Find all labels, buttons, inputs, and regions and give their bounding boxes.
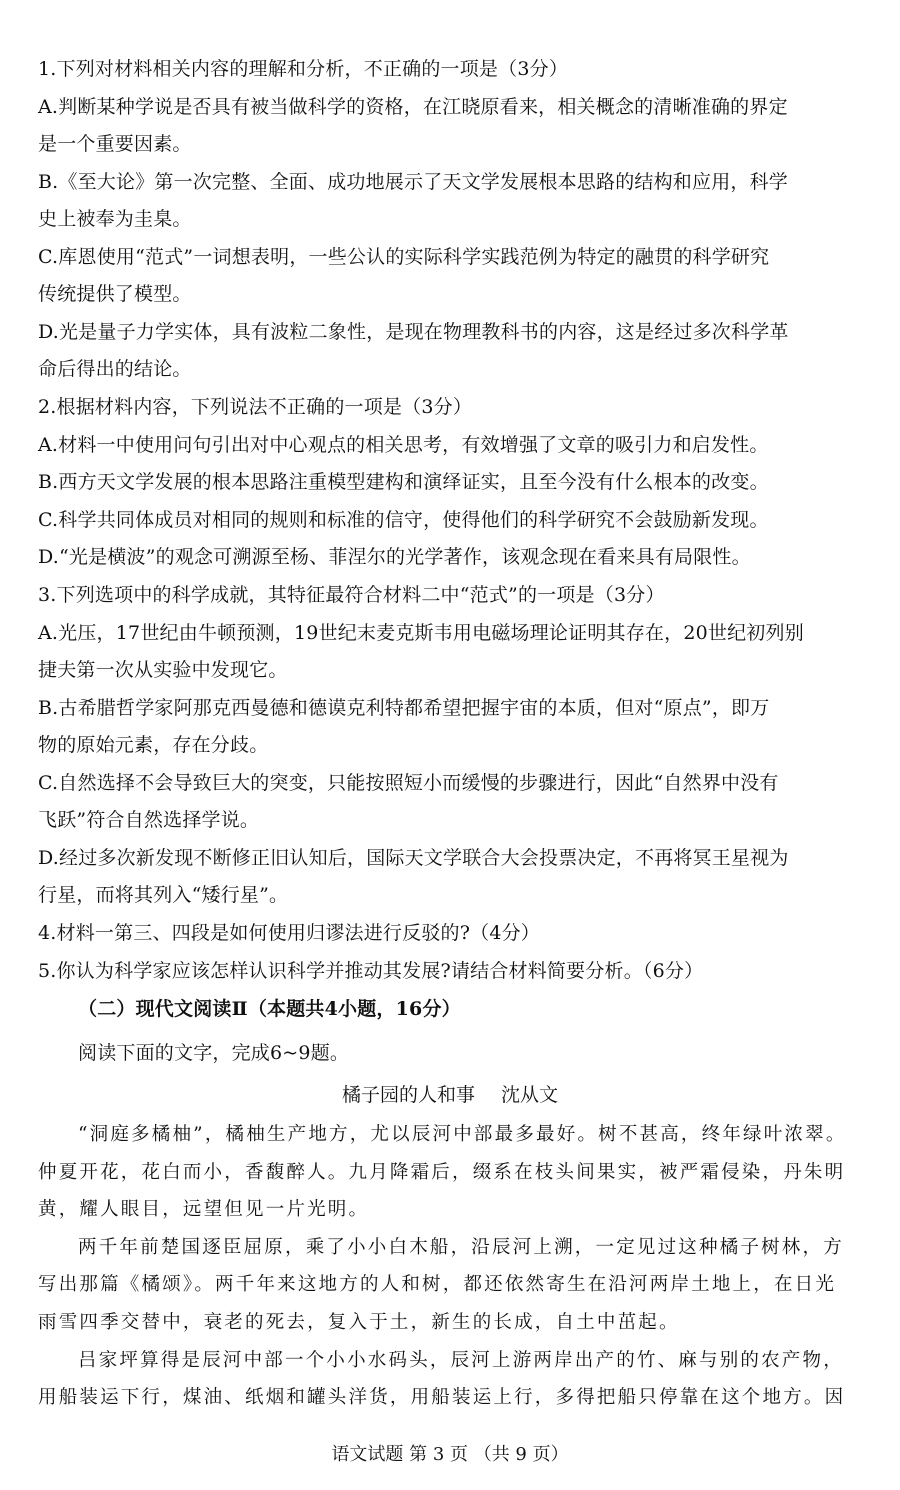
article-paragraph-3: 吕家坪算得是辰河中部一个小小水码头，辰河上游两岸出产的竹、麻与别的农产物， xyxy=(78,1350,844,1371)
question-3-option-c-cont: 飞跃”符合自然选择学说。 xyxy=(38,809,260,831)
question-1-stem: 1.下列对材料相关内容的理解和分析，不正确的一项是（3分） xyxy=(38,58,569,80)
question-2-option-b: B.西方天文学发展的根本思路注重模型建构和演绎证实，且至今没有什么根本的改变。 xyxy=(38,471,769,493)
article-title-line xyxy=(0,1082,900,1108)
question-1-option-a-cont: 是一个重要因素。 xyxy=(38,133,192,155)
article-author: 沈从文 xyxy=(501,1084,559,1106)
question-2-option-a: A.材料一中使用问句引出对中心观点的相关思考，有效增强了文章的吸引力和启发性。 xyxy=(38,434,769,456)
article-paragraph-2-cont-2: 雨雪四季交替中，衰老的死去，复入于土，新生的长成，自土中茁起。 xyxy=(38,1312,680,1333)
page-footer: 语文试题 第 3 页 （共 9 页） xyxy=(331,1444,569,1465)
question-3-option-a-cont: 捷夫第一次从实验中发现它。 xyxy=(38,659,288,681)
question-3-option-b: B.古希腊哲学家阿那克西曼德和德谟克利特都希望把握宇宙的本质，但对“原点”，即万 xyxy=(38,697,770,719)
question-1-option-a: A.判断某种学说是否具有被当做科学的资格，在江晓原看来，相关概念的清晰准确的界定 xyxy=(38,96,788,118)
question-2-option-c: C.科学共同体成员对相同的规则和标准的信守，使得他们的科学研究不会鼓励新发现。 xyxy=(38,509,769,531)
article-paragraph-3-cont: 用船装运下行，煤油、纸烟和罐头洋货，用船装运上行，多得把船只停靠在这个地方。因 xyxy=(38,1387,846,1408)
article-paragraph-2: 两千年前楚国逐臣屈原，乘了小小白木船，沿辰河上溯，一定见过这种橘子树林，方 xyxy=(78,1237,844,1258)
article-paragraph-1-cont-2: 黄，耀人眼目，远望但见一片光明。 xyxy=(38,1199,370,1220)
question-1-option-d-cont: 命后得出的结论。 xyxy=(38,358,192,380)
question-1-option-b-cont: 史上被奉为圭臬。 xyxy=(38,208,192,230)
article-paragraph-2-cont: 写出那篇《橘颂》。两千年来这地方的人和树，都还依然寄生在沿河两岸土地上，在日光 xyxy=(38,1274,837,1295)
question-5: 5.你认为科学家应该怎样认识科学并推动其发展?请结合材料简要分析。（6分） xyxy=(38,960,704,982)
question-4: 4.材料一第三、四段是如何使用归谬法进行反驳的?（4分） xyxy=(38,922,541,944)
section-heading: （二）现代文阅读Ⅱ（本题共4小题，16分） xyxy=(78,998,461,1020)
question-3-option-a: A.光压，17世纪由牛顿预测，19世纪末麦克斯韦用电磁场理论证明其存在，20世纪初列别 xyxy=(38,622,804,644)
question-1-option-c-cont: 传统提供了模型。 xyxy=(38,283,192,305)
question-3-option-d-cont: 行星，而将其列入“矮行星”。 xyxy=(38,884,289,906)
question-2-stem: 2.根据材料内容，下列说法不正确的一项是（3分） xyxy=(38,396,473,418)
article-title: 橘子园的人和事 xyxy=(341,1084,475,1106)
article-paragraph-1: “洞庭多橘柚”，橘柚生产地方，尤以辰河中部最多最好。树不甚高，终年绿叶浓翠。 xyxy=(78,1124,847,1145)
question-3-option-d: D.经过多次新发现不断修正旧认知后，国际天文学联合大会投票决定，不再将冥王星视为 xyxy=(38,847,789,869)
question-1-option-b: B.《至大论》第一次完整、全面、成功地展示了天文学发展根本思路的结构和应用，科学 xyxy=(38,171,789,193)
article-paragraph-1-cont: 仲夏开花，花白而小，香馥醉人。九月降霜后，缀系在枝头间果实，被严霜侵染，丹朱明 xyxy=(38,1162,846,1183)
section-instruction: 阅读下面的文字，完成6~9题。 xyxy=(78,1042,350,1064)
question-1-option-c: C.库恩使用“范式”一词想表明，一些公认的实际科学实践范例为特定的融贯的科学研究 xyxy=(38,246,770,268)
question-3-option-b-cont: 物的原始元素，存在分歧。 xyxy=(38,734,269,756)
question-3-stem: 3.下列选项中的科学成就，其特征最符合材料二中“范式”的一项是（3分） xyxy=(38,584,665,606)
question-3-option-c: C.自然选择不会导致巨大的突变，只能按照短小而缓慢的步骤进行，因此“自然界中没有 xyxy=(38,772,779,794)
question-1-option-d: D.光是量子力学实体，具有波粒二象性，是现在物理教科书的内容，这是经过多次科学革 xyxy=(38,321,789,343)
question-2-option-d: D.“光是横波”的观念可溯源至杨、菲涅尔的光学著作，该观念现在看来具有局限性。 xyxy=(38,546,751,568)
